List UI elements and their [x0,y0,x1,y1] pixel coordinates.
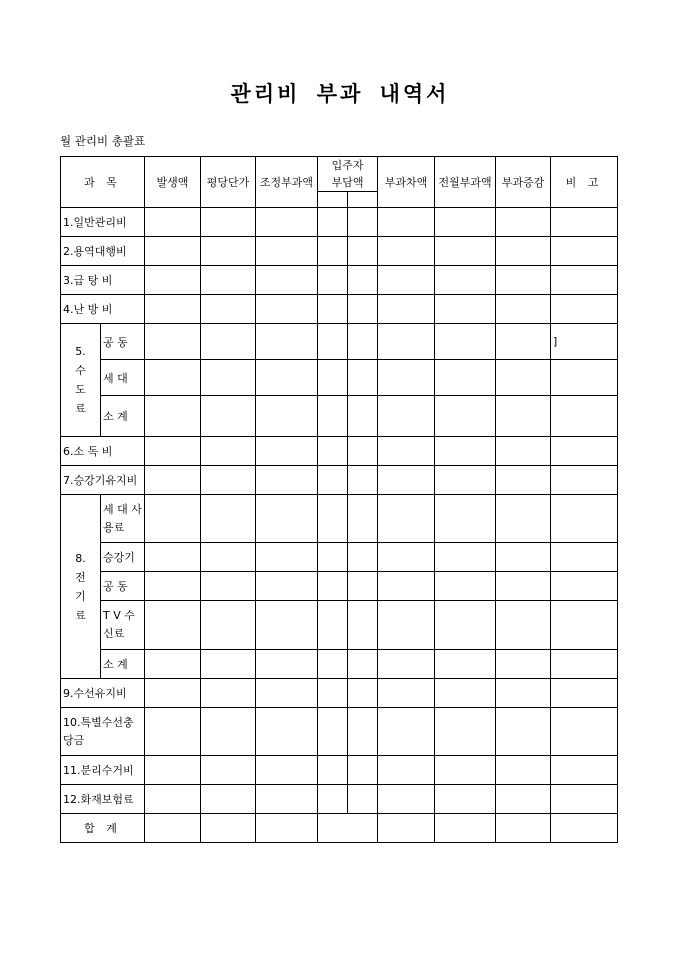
group-label-water: 5. 수 도 료 [61,324,101,437]
fee-summary-table [60,156,618,843]
row-label: 9.수선유지비 [61,679,145,708]
table-row [61,756,618,785]
header-adjusted: 조정부과액 [256,157,318,208]
row-label: 세 대 사 용료 [101,495,145,543]
header-change: 부과증감 [496,157,551,208]
row-label: T V 수 신료 [101,601,145,650]
table-row [61,679,618,708]
table-row [61,785,618,814]
table-row [61,572,618,601]
row-label: 공 동 [101,572,145,601]
table-row [61,237,618,266]
note-cell: ] [551,324,618,360]
table-row [61,208,618,237]
header-amount: 발생액 [145,157,201,208]
header-difference: 부과차액 [378,157,435,208]
table-row [61,708,618,756]
header-note: 비 고 [551,157,618,208]
row-label: 6.소 독 비 [61,437,145,466]
row-label: 공 동 [101,324,145,360]
table-row [61,466,618,495]
total-row [61,814,618,843]
table-row [61,266,618,295]
row-label: 12.화재보험료 [61,785,145,814]
table-row [61,437,618,466]
row-label: 7.승강기유지비 [61,466,145,495]
table-row [61,543,618,572]
table-row [61,650,618,679]
row-label: 승강기 [101,543,145,572]
table-row [61,396,618,437]
total-label: 합 계 [61,814,145,843]
header-prev-month: 전월부과액 [435,157,496,208]
subtitle: 월 관리비 총괄표 [60,134,146,148]
header-sub-cell [348,192,378,208]
table-row [61,360,618,396]
group-label-electricity: 8. 전 기 료 [61,495,101,679]
row-label: 2.용역대행비 [61,237,145,266]
table-row [61,324,618,360]
table-row [61,295,618,324]
header-resident-share: 입주자 부담액 [318,157,378,192]
table-row [61,601,618,650]
row-label: 소 계 [101,396,145,437]
document-title: 관리비 부과 내역서 [230,81,450,106]
row-label: 세 대 [101,360,145,396]
row-label: 소 계 [101,650,145,679]
row-label: 1.일반관리비 [61,208,145,237]
row-label: 11.분리수거비 [61,756,145,785]
header-unit-price: 평당단가 [201,157,256,208]
row-label: 10.특별수선충 당금 [61,708,145,756]
row-label: 4.난 방 비 [61,295,145,324]
header-item: 과 목 [61,157,145,208]
header-sub-cell [318,192,348,208]
row-label: 3.급 탕 비 [61,266,145,295]
table-row [61,495,618,543]
